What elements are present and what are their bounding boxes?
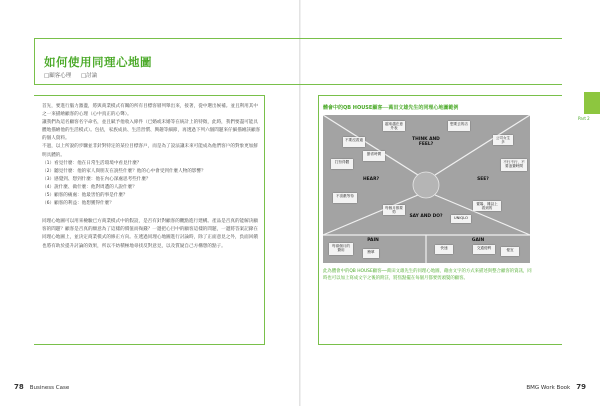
sticky-note: UNIQLO [451, 215, 471, 223]
see-label: SEE? [477, 177, 489, 182]
think-label: THINK AND FEEL? [412, 137, 440, 147]
sticky-note: 便宜 [501, 247, 519, 256]
hear-label: HEAR? [363, 177, 379, 182]
sticky-note: 每兩個月的費用 [329, 243, 353, 255]
paragraph: 不過，以上所說的步驟並非針對特定的某位目標客戶，而是為了設法讓未來可能成為他們客戶的對象更加鮮明具體的。 [42, 144, 258, 158]
side-tab [584, 92, 600, 114]
sticky-note: 簡單 [363, 249, 379, 258]
sticky-note: 不喜歡等待 [333, 193, 357, 203]
paragraph: 讓我們為這名顧客名字命名，並且賦予他收入條件（已婚或未婚等在統計上的特徵，此時，我們要盡可能具體地描繪他的生活模式）。包括，家族成員、生活習慣、興趣等細節，再透過下列六個問題來仔細描繪該顧客的個人資料。 [42, 120, 261, 142]
list-item: （6）顧客的利益：他想獲得什麼？ [42, 201, 114, 207]
figure-note: 此為體會中的QB HOUSE顧客──萬田文雄先生的同理心地圖，藉由文字的方式來描述與整合顧客的資訊，同時也可以加上寫成文字之後的附註，將焦點擺在每個月都要剪頭髮的顧客。 [323, 269, 532, 281]
list-item: （5）顧客的痛處：他最害怕的事是什麼？ [42, 193, 128, 199]
tag-discussion: □討論 [80, 73, 98, 79]
figure-caption: 體會中的QB HOUSE顧客──萬田文雄先生的同理心地圖範例 [323, 105, 459, 111]
sticky-note: 想要去的店 [448, 121, 470, 131]
closing-paragraph: 同理心地圖可以用來檢驗已方商業模式中的假設，是否有針對顧客的觀點進行建構。產品是否真的能解決顧客的問題？顧客是否真的願意為了這樣的價值而掏錢？一邊把心目中的顧客這樣的問題，一邊將答案記錄在同理心地圖上，並決定商業模式的修正方向。在透過同理心地圖進行討論時，除了正面意見之外，負面回饋也將有助於提升討論的效果，所以不妨積極地尋找反對意見，以及質疑自己方構想的點子。 [42, 219, 258, 249]
sticky-note: 越來越在意外表 [383, 121, 405, 131]
sticky-note: 賣場、雜誌上看到的 [473, 201, 501, 211]
list-item: （1）看見什麼：他在日常生活環境中看見什麼？ [42, 160, 142, 166]
sticky-note: 交通便利 [473, 245, 495, 254]
list-item: （3）感覺到、想到什麼：他在內心深處思考些什麼？ [42, 176, 151, 182]
list-item: （2）聽見什麼：他的家人與朋友在說些什麼？他的心中會受到什麼人物的影響？ [42, 168, 206, 174]
gain-label: GAIN [471, 238, 485, 243]
sticky-note: 快速 [435, 245, 453, 254]
footer-right-text: BMG Work Book [526, 385, 571, 391]
footer-right [526, 383, 586, 391]
section-title: 如何使用同理心地圖 [44, 55, 152, 69]
say-do-label: SAY AND DO? [409, 214, 443, 219]
list-item: （4）說什麼、做什麼：他對周遭的人說什麼？ [42, 184, 137, 190]
pain-label: PAIN [367, 238, 379, 243]
footer-left-text: Business Case [29, 385, 70, 391]
side-tab-label: Part 2 [578, 116, 590, 121]
paragraph: 首先，要進行腦力激盪，將與商業模式有關的所有目標客層列舉出來，接著，從中選出候補。並且利用其中之一來描繪顧客的心理（心中真正的心聲）。 [42, 104, 258, 118]
sticky-note: 每個月都要剪 [383, 205, 405, 215]
empathy-map-photo [323, 115, 530, 263]
body-text [42, 103, 262, 251]
sticky-note: 不要沒看過 [343, 137, 365, 147]
sticky-note: 不行不行，不要浪費時間 [501, 159, 527, 171]
page-number-left: 78 [14, 383, 24, 391]
page-number-right: 79 [576, 383, 586, 391]
tag-list [44, 71, 105, 79]
sticky-note: 打扮得體 [331, 159, 353, 169]
sticky-note: 節省時間 [363, 151, 385, 161]
footer-left [14, 383, 69, 391]
sticky-note: 公司女生多 [493, 135, 513, 145]
tag-customer-psychology: □顧客心理 [44, 73, 72, 79]
